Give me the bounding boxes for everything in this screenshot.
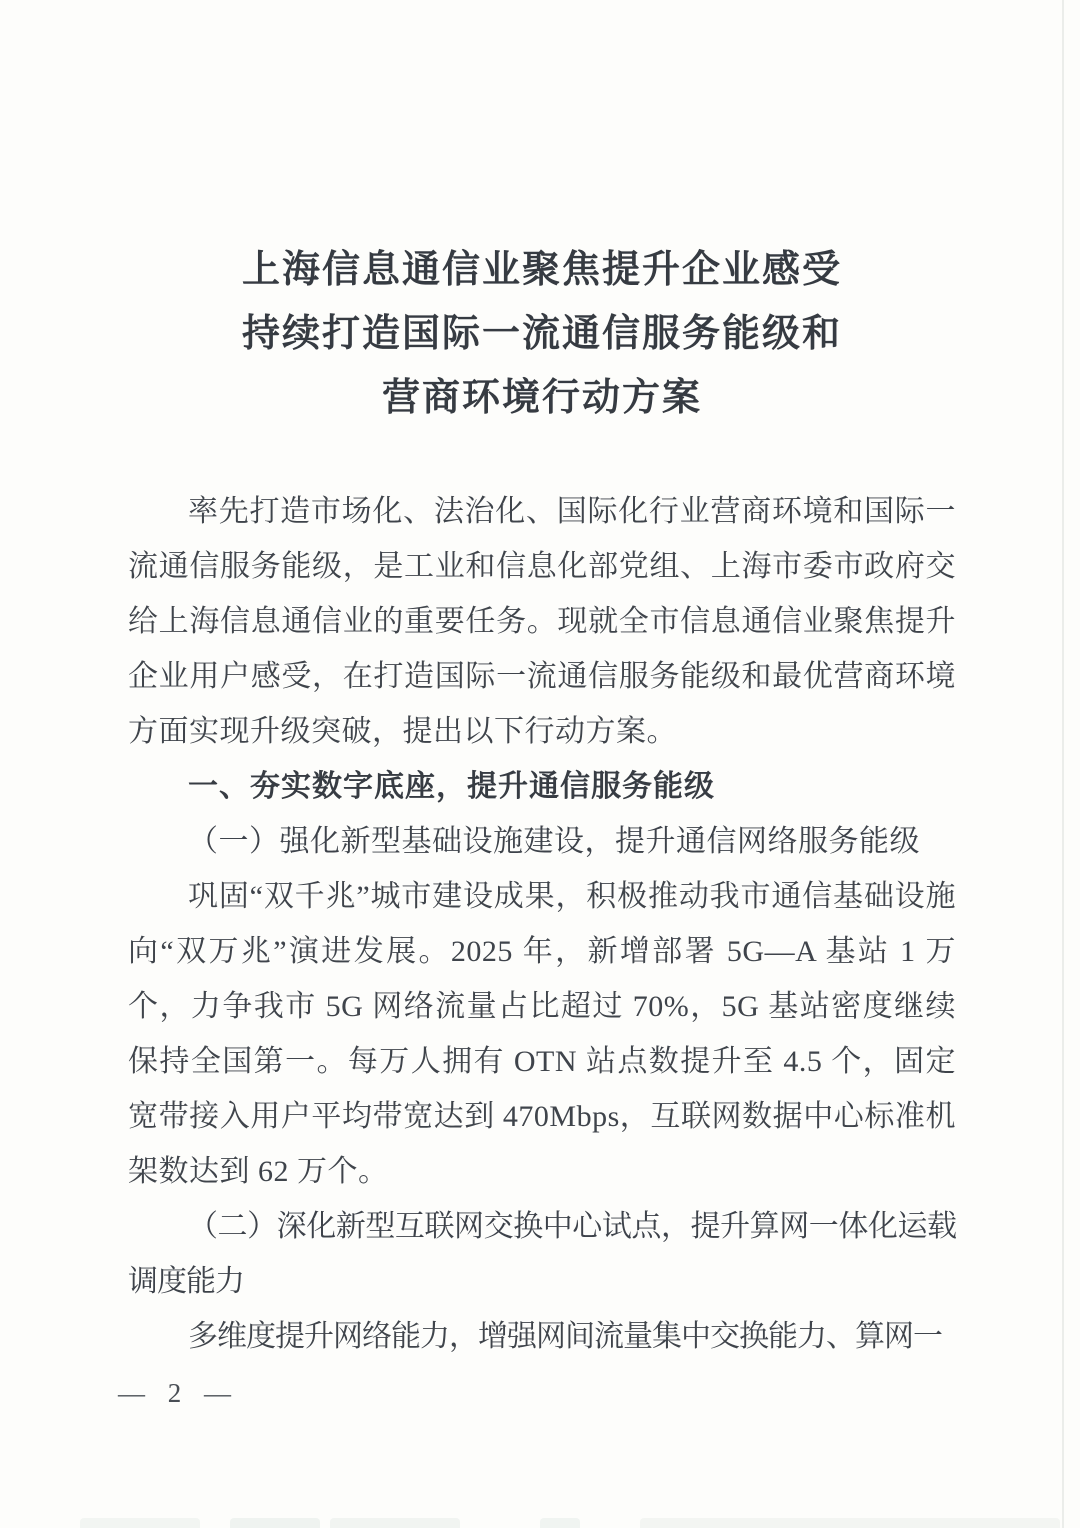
section-heading: 一、夯实数字底座，提升通信服务能级 [188, 769, 715, 804]
document-body [128, 484, 956, 1364]
scan-edge-line [1062, 0, 1064, 1528]
document-title-line-2: 持续打造国际一流通信服务能级和 [241, 313, 842, 355]
page-number: — 2 — [118, 1378, 239, 1408]
document-title-line-1: 上海信息通信业聚焦提升企业感受 [241, 249, 842, 291]
cutoff-artifact [330, 1518, 460, 1528]
document-title [128, 238, 956, 430]
body-paragraph: 多维度提升网络能力，增强网间流量集中交换能力、算网一 [188, 1320, 942, 1353]
body-paragraph: 巩固“双千兆”城市建设成果，积极推动我市通信基础设施向“双万兆”演进发展。2025 年，新增部署 5G—A 基站 1 万个，力争我市 5G 网络流量占比超过 70%，5G 基站密度继续保持全国第一。每万人拥有 OTN 站点数提升至 4.5 个，固定宽带接入用户平均带宽达到 470Mbps，互联网数据中心标准机架数达到 62 万个。 [128, 880, 956, 1188]
section-heading: （二）深化新型互联网交换中心试点，提升算网一体化运载调度能力 [128, 1210, 956, 1298]
cutoff-artifact [230, 1518, 320, 1528]
cutoff-artifact [80, 1518, 200, 1528]
section-heading: （一）强化新型基础设施建设，提升通信网络服务能级 [188, 825, 920, 858]
body-paragraph: 率先打造市场化、法治化、国际化行业营商环境和国际一流通信服务能级，是工业和信息化部党组、上海市委市政府交给上海信息通信业的重要任务。现就全市信息通信业聚焦提升企业用户感受，在打造国际一流通信服务能级和最优营商环境方面实现升级突破，提出以下行动方案。 [128, 495, 956, 748]
document-title-line-3: 营商环境行动方案 [381, 377, 702, 419]
cutoff-bottom-artifacts [0, 1512, 1080, 1528]
cutoff-artifact [540, 1518, 580, 1528]
cutoff-artifact [640, 1518, 1060, 1528]
